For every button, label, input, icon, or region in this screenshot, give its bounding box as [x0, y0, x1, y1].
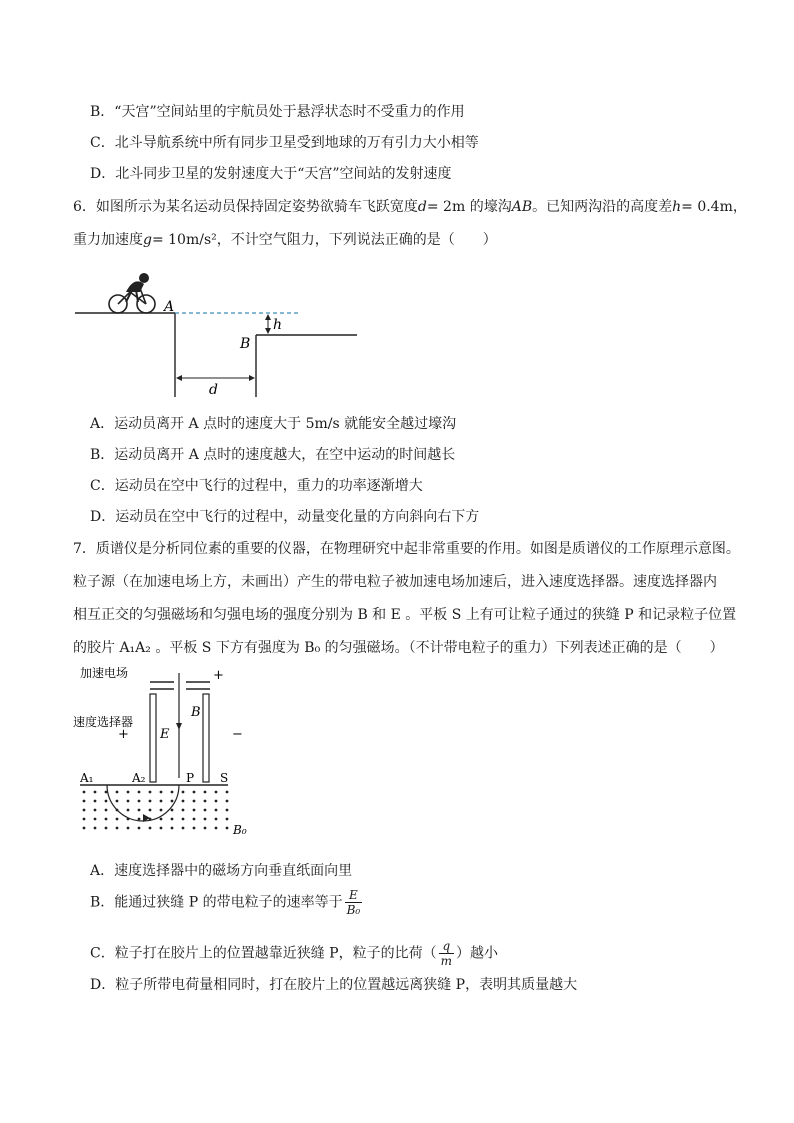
q7-stem-line4: 的胶片 A₁A₂ 。平板 S 下方有强度为 B₀ 的匀强磁场。（不计带电粒子的重力）下列表述正确的是（ ） — [73, 640, 724, 656]
field-dot — [83, 818, 86, 821]
field-dot — [193, 827, 196, 830]
label-a1: A₁ — [80, 771, 94, 785]
q7-stem-line2: 粒子源（在加速电场上方，未画出）产生的带电粒子被加速电场加速后，进入速度选择器。速度选择器内 — [73, 574, 717, 590]
cyclist-icon — [109, 273, 155, 313]
field-dot — [83, 800, 86, 803]
field-dot — [138, 818, 141, 821]
q6-ditch-figure — [70, 262, 370, 402]
field-dot — [193, 800, 196, 803]
q7-option-c: C．粒子打在胶片上的位置越靠近狭缝 P，粒子的比荷（ $\frac{q}{m}$ ）越小 — [90, 939, 498, 968]
field-dot — [94, 809, 97, 812]
field-dot — [204, 809, 207, 812]
field-dot — [149, 818, 152, 821]
label-d: d — [209, 382, 218, 398]
q7-stem-line3: 相互正交的匀强磁场和匀强电场的强度分别为 B 和 E 。平板 S 上有可让粒子通过的狭缝 P 和记录粒子位置 — [73, 607, 737, 623]
field-dot — [116, 818, 119, 821]
q7-mass-spectrometer-figure — [70, 668, 260, 840]
q6-option-d: D．运动员在空中飞行的过程中，动量变化量的方向斜向右下方 — [90, 509, 480, 525]
q7-stem-line1: 7．质谱仪是分析同位素的重要的仪器，在物理研究中起非常重要的作用。如图是质谱仪的工作原理示意图。 — [73, 541, 740, 557]
label-p: P — [186, 771, 195, 785]
field-dot — [116, 809, 119, 812]
field-dot — [193, 791, 196, 794]
field-dot — [94, 791, 97, 794]
field-dot — [171, 800, 174, 803]
q6-stem-line1: 6．如图所示为某名运动员保持固定姿势欲骑车飞跃宽度d= 2m 的壕沟AB。已知两沟沿的高度差h= 0.4m， — [73, 199, 747, 215]
label-minus-right: − — [232, 727, 243, 742]
field-dot — [127, 827, 130, 830]
field-dot — [182, 818, 185, 821]
field-dot — [182, 800, 185, 803]
field-dot — [215, 818, 218, 821]
field-dot — [171, 809, 174, 812]
label-plus-top: + — [213, 668, 224, 683]
field-dot — [138, 800, 141, 803]
q7-option-d: D．粒子所带电荷量相同时，打在胶片上的位置越远离狭缝 P，表明其质量越大 — [90, 977, 578, 993]
field-dot — [127, 809, 130, 812]
field-dot — [83, 809, 86, 812]
q6-option-b: B．运动员离开 A 点时的速度越大，在空中运动的时间越长 — [90, 447, 456, 463]
q6-stem-line2: 重力加速度g= 10m/s²，不计空气阻力，下列说法正确的是（ ） — [73, 232, 497, 248]
label-a2: A₂ — [132, 771, 146, 785]
field-dot — [204, 800, 207, 803]
field-dot — [171, 827, 174, 830]
field-dot — [138, 827, 141, 830]
q5-option-c: C．北斗导航系统中所有同步卫星受到地球的万有引力大小相等 — [90, 135, 479, 151]
field-dot — [160, 809, 163, 812]
field-dot — [105, 809, 108, 812]
q7-option-a: A．速度选择器中的磁场方向垂直纸面向里 — [90, 863, 353, 879]
field-dot — [182, 809, 185, 812]
field-dot — [171, 818, 174, 821]
field-dot — [94, 818, 97, 821]
field-dot — [127, 800, 130, 803]
field-dot — [226, 818, 229, 821]
label-h: h — [273, 317, 283, 333]
field-dot — [105, 791, 108, 794]
field-dot — [160, 791, 163, 794]
field-dot — [149, 827, 152, 830]
field-dot — [226, 809, 229, 812]
field-dot — [182, 827, 185, 830]
field-dot — [215, 827, 218, 830]
field-dot — [160, 800, 163, 803]
field-dot — [127, 791, 130, 794]
label-b: B — [240, 336, 251, 352]
label-e: E — [160, 727, 170, 742]
field-dot — [226, 791, 229, 794]
field-dot — [127, 818, 130, 821]
field-dot — [138, 791, 141, 794]
field-dot — [105, 818, 108, 821]
field-dot — [149, 791, 152, 794]
field-dot — [215, 809, 218, 812]
q7-option-b: B．能通过狭缝 P 的带电粒子的速率等于 $\frac{E}{\text{B₀}}$ — [90, 888, 361, 917]
field-dot — [116, 827, 119, 830]
field-dot — [116, 791, 119, 794]
field-dot — [226, 800, 229, 803]
field-dot — [204, 827, 207, 830]
label-plus-left: + — [118, 727, 129, 742]
field-dot — [193, 818, 196, 821]
q6-option-a: A．运动员离开 A 点时的速度大于 5m/s 就能安全越过壕沟 — [90, 416, 457, 432]
field-dot — [204, 791, 207, 794]
field-dot — [138, 809, 141, 812]
label-b0: B₀ — [233, 823, 247, 837]
label-s: S — [220, 771, 229, 785]
field-dot — [105, 800, 108, 803]
field-dot — [149, 800, 152, 803]
q5-option-d: D．北斗同步卫星的发射速度大于“天宫”空间站的发射速度 — [90, 166, 452, 182]
label-velocity-selector: 速度选择器 — [73, 715, 134, 729]
field-dot — [204, 818, 207, 821]
field-dot — [94, 827, 97, 830]
field-dot — [171, 791, 174, 794]
field-dot — [226, 827, 229, 830]
label-a: A — [164, 299, 175, 315]
field-dot — [105, 827, 108, 830]
label-accel-field: 加速电场 — [80, 666, 129, 680]
field-dot — [215, 791, 218, 794]
field-dot — [193, 809, 196, 812]
field-dot — [160, 818, 163, 821]
field-dot — [215, 800, 218, 803]
field-dot — [149, 809, 152, 812]
field-dot — [182, 791, 185, 794]
field-dot — [160, 827, 163, 830]
q6-option-c: C．运动员在空中飞行的过程中，重力的功率逐渐增大 — [90, 478, 423, 494]
label-b-selector: B — [191, 705, 201, 720]
field-dot — [116, 800, 119, 803]
field-dot — [94, 800, 97, 803]
field-dot — [83, 791, 86, 794]
field-dot — [83, 827, 86, 830]
q5-option-b: B．“天宫”空间站里的宇航员处于悬浮状态时不受重力的作用 — [90, 104, 465, 120]
